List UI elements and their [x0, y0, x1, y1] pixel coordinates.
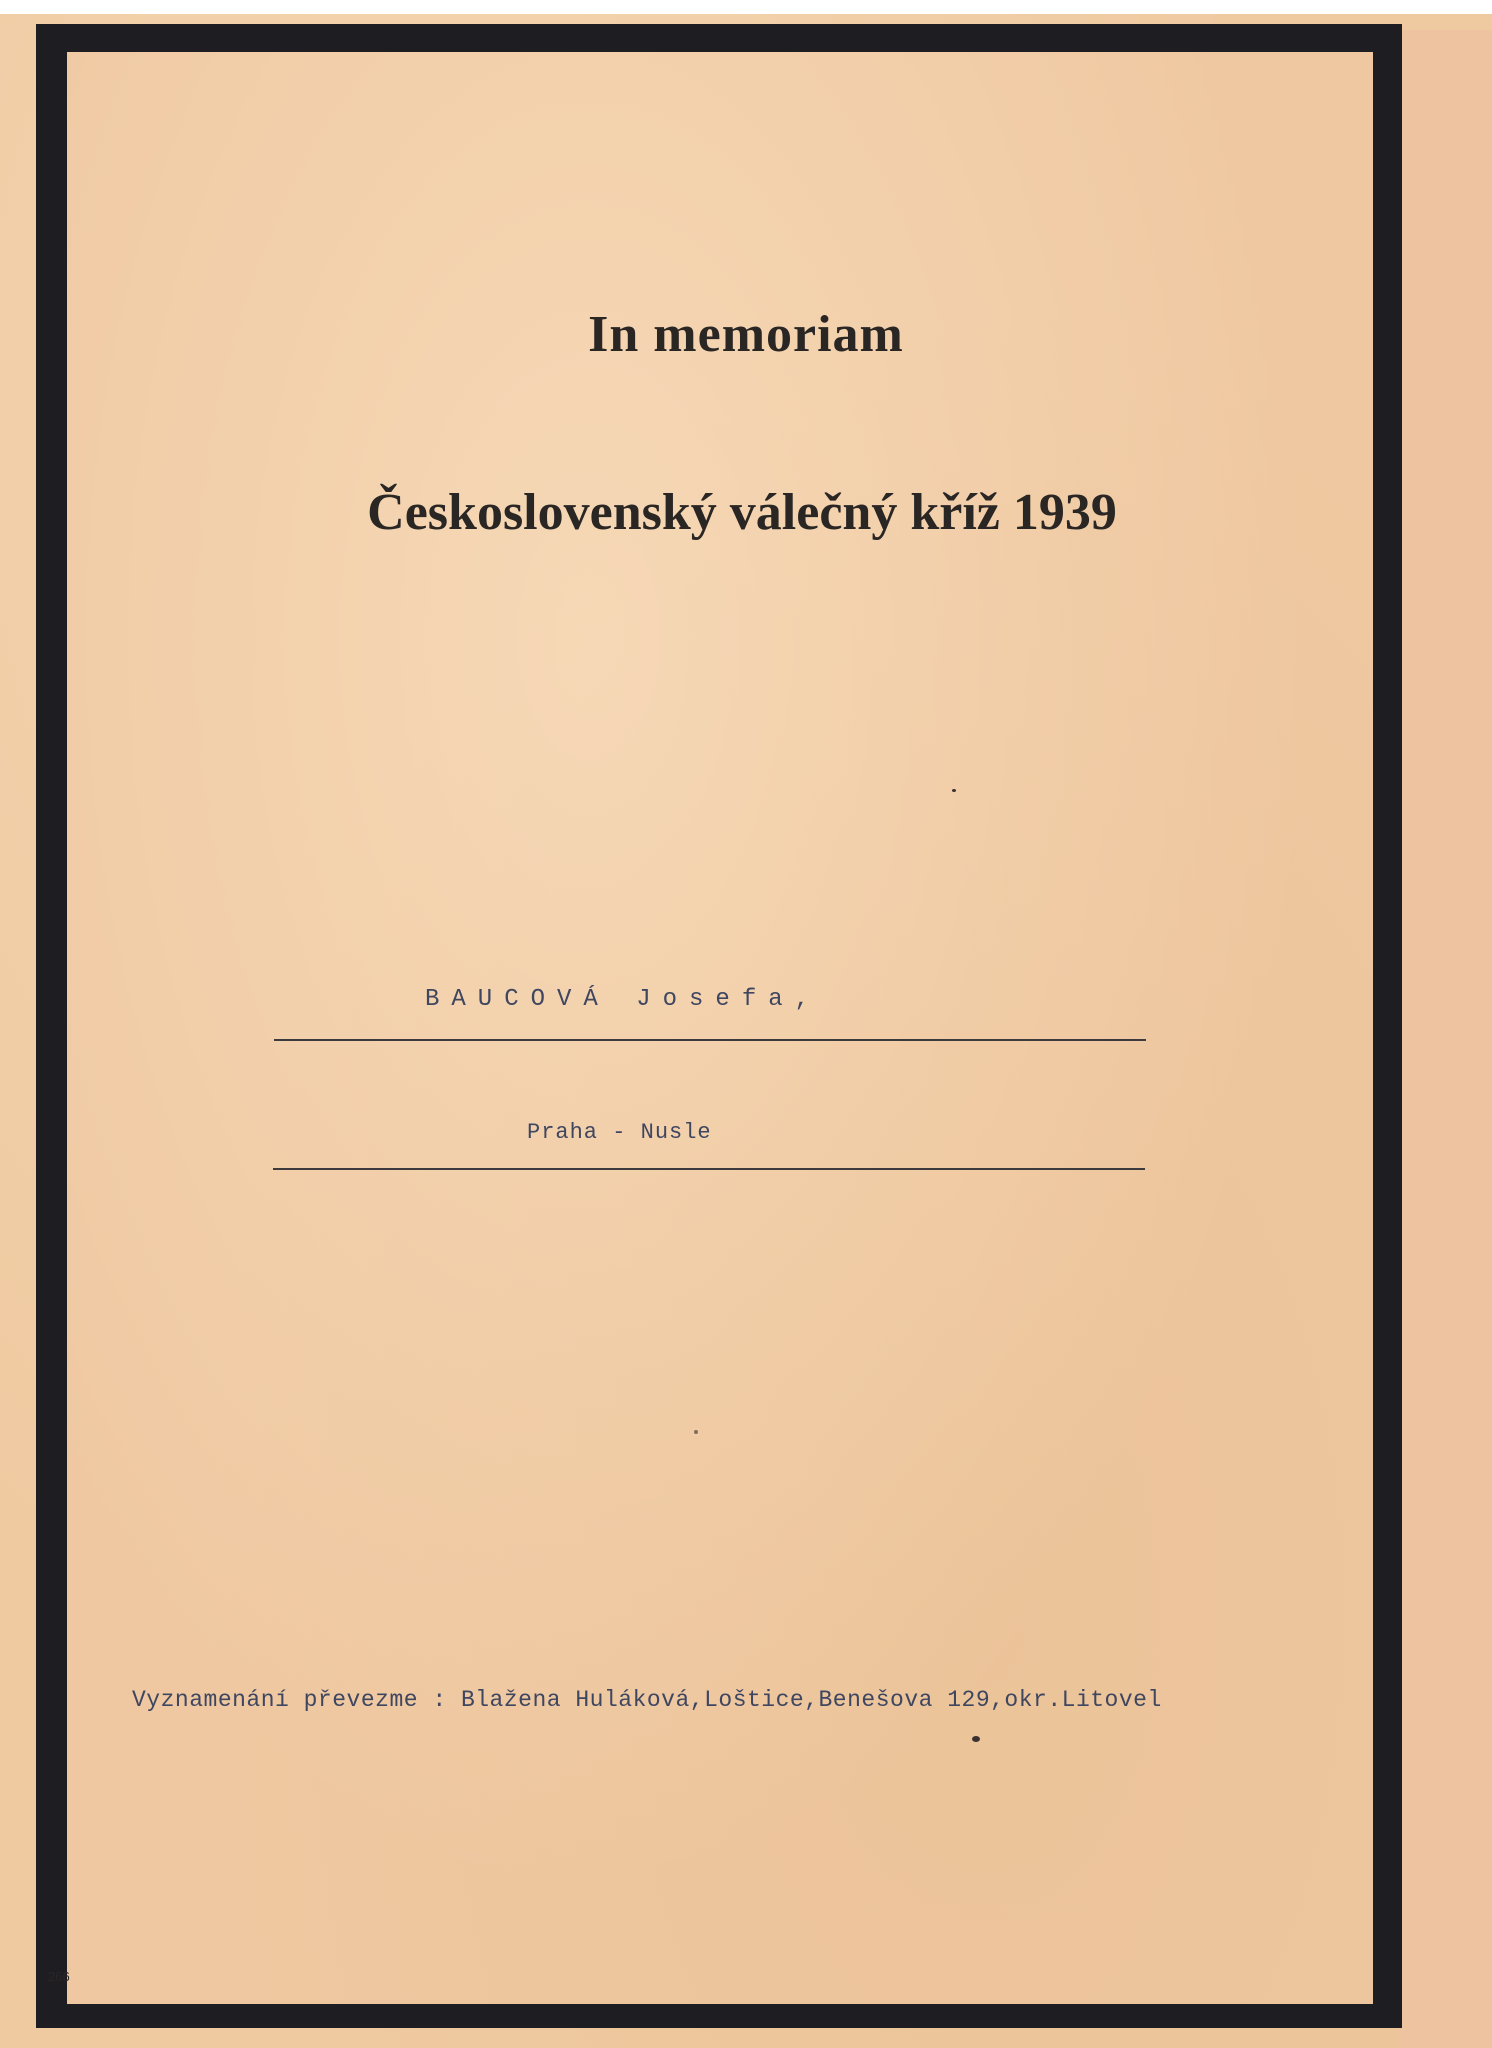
ink-speck: [694, 1430, 698, 1434]
name-underline: [274, 1039, 1146, 1041]
document-title: In memoriam: [588, 306, 904, 363]
award-name: Československý válečný kříž 1939: [367, 484, 1117, 541]
page-number: 266: [48, 1969, 70, 1984]
recipient-line: Vyznamenání převezme : Blažena Huláková,Loštice,Benešova 129,okr.Litovel: [132, 1687, 1162, 1713]
honoree-name: BAUCOVÁ Josefa,: [425, 986, 822, 1013]
place-underline: [273, 1168, 1145, 1170]
honoree-place: Praha - Nusle: [527, 1120, 712, 1145]
ink-speck: [952, 789, 956, 792]
ink-speck: [972, 1736, 980, 1742]
